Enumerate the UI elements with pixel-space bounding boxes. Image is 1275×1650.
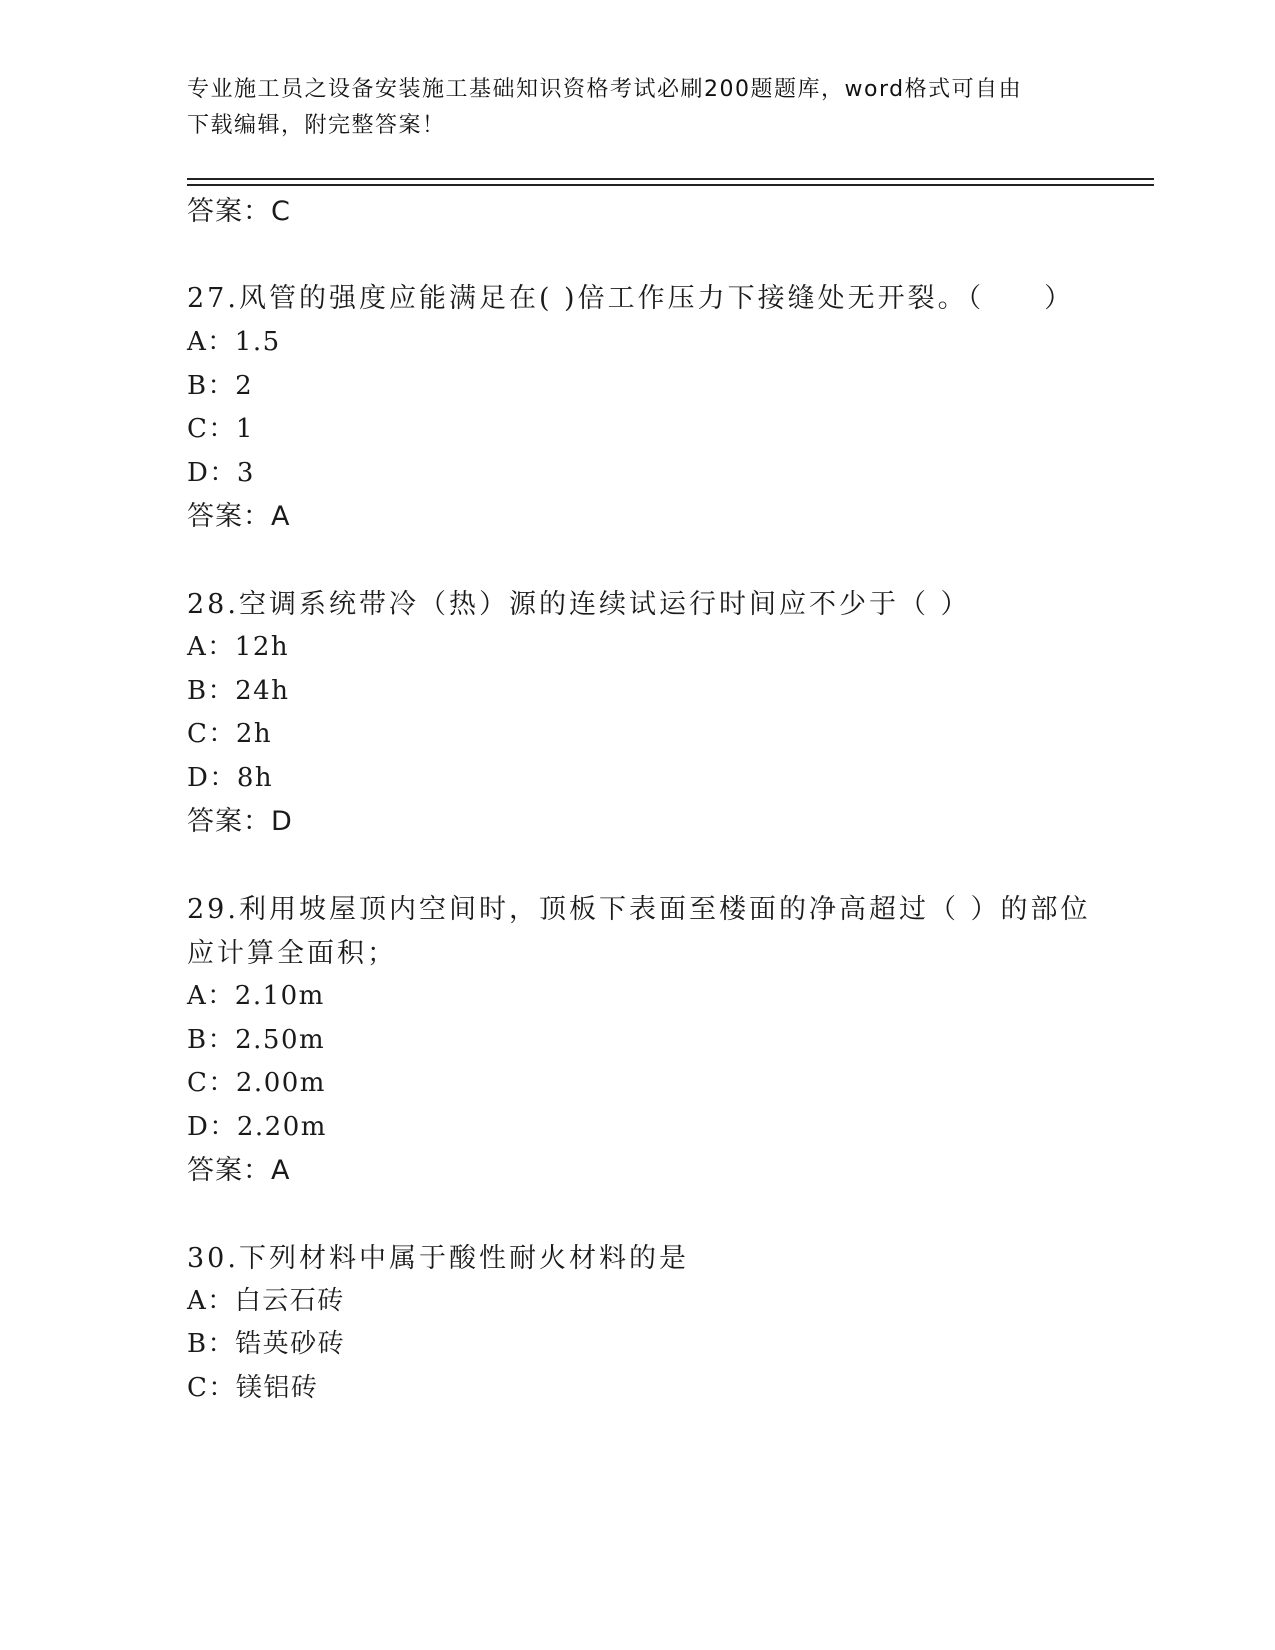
- question-28-option-d: D：8h: [187, 763, 274, 793]
- question-29-stem-line-1: 29.利用坡屋顶内空间时，顶板下表面至楼面的净高超过（ ）的部位: [187, 894, 1091, 925]
- question-27-option-d: D：3: [187, 458, 255, 488]
- question-30-option-c: C：镁铝砖: [187, 1373, 319, 1403]
- answer-previous: 答案：C: [187, 196, 291, 227]
- question-30-option-a: A：白云石砖: [187, 1286, 345, 1316]
- question-29-option-c: C：2.00m: [187, 1068, 326, 1098]
- question-28-answer: 答案：D: [187, 806, 293, 837]
- question-27-stem: 27.风管的强度应能满足在( )倍工作压力下接缝处无开裂。（ ）: [187, 283, 1075, 314]
- question-27-option-c: C：1: [187, 414, 254, 444]
- header-divider-top: [187, 178, 1154, 180]
- question-29-option-b: B：2.50m: [187, 1025, 326, 1055]
- question-28-option-b: B：24h: [187, 676, 290, 706]
- question-29-option-d: D：2.20m: [187, 1112, 327, 1142]
- question-28-option-c: C：2h: [187, 719, 273, 749]
- header-divider-bottom: [187, 184, 1154, 186]
- question-28-stem: 28.空调系统带冷（热）源的连续试运行时间应不少于（ ）: [187, 589, 971, 620]
- question-28-option-a: A：12h: [187, 632, 290, 662]
- document-header: [187, 72, 1087, 144]
- question-27-answer: 答案：A: [187, 501, 291, 532]
- question-27-option-a: A：1.5: [187, 327, 281, 357]
- question-29-stem-line-2: 应计算全面积；: [187, 938, 397, 969]
- question-29-answer: 答案：A: [187, 1155, 291, 1186]
- question-30-stem: 30.下列材料中属于酸性耐火材料的是: [187, 1243, 689, 1274]
- header-line-2: 下载编辑，附完整答案！: [187, 113, 446, 138]
- question-30-option-b: B：锆英砂砖: [187, 1329, 346, 1359]
- question-29-option-a: A：2.10m: [187, 981, 325, 1011]
- question-27-option-b: B：2: [187, 371, 254, 401]
- header-line-1: 专业施工员之设备安装施工基础知识资格考试必刷200题题库，word格式可自由: [187, 77, 1023, 102]
